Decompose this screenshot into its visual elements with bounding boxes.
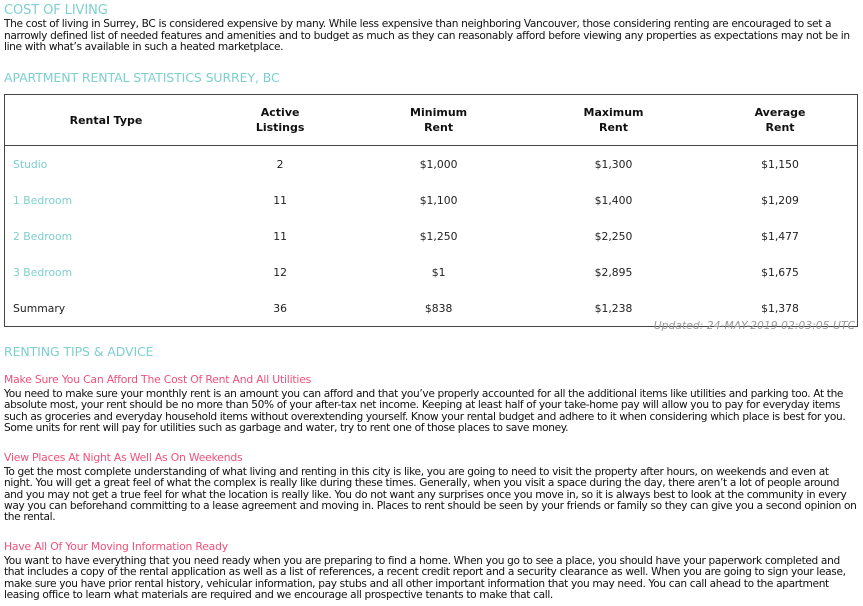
- table-header-row: [5, 95, 858, 146]
- active-listings-cell: 11: [273, 193, 287, 207]
- maximum-rent-cell: $2,250: [594, 229, 633, 243]
- renting-tips-heading: RENTING TIPS & ADVICE: [4, 344, 154, 359]
- tip-title: View Places At Night As Well As On Weekends: [4, 451, 243, 464]
- tip-text: To get the most complete understanding of what living and renting in this city is like, you are going to need to visit the property after hours, on weekends and even at night. You will get a great feel of what the complex is really like during these times. Generally, when you visit a space during the day, there aren’t a lot of people around and you may not get a true feel for what the location is really like. You do not want any surprises once you move in, so it is always best to look at the community in every way you can beforehand committing to a lease agreement and moving in. Places to rent should be seen by your friends or family so they can give you a second opinion on the rental.: [4, 466, 857, 524]
- rental-type-summary: Summary: [13, 301, 66, 315]
- active-listings-cell: 11: [273, 229, 287, 243]
- rental-type-link[interactable]: 1 Bedroom: [13, 193, 73, 207]
- col-header-maximum-rent[interactable]: Maximum Rent: [524, 95, 703, 146]
- col-header-average-rent[interactable]: Average Rent: [703, 95, 857, 146]
- tip-text: You want to have everything that you need ready when you are preparing to find a home. When you go to see a place, you should have your paperwork completed and that includes a copy of the rental application as well as a list of references, a recent credit report and a security clearance as well. When you are going to sign your lease, make sure you have prior rental history, vehicular information, pay stubs and all other important information that you may need. You can call ahead to the apartment leasing office to learn what materials are required and we encourage all prospective tenants to make that call.: [4, 555, 846, 601]
- rental-stats-table: [4, 94, 858, 327]
- updated-timestamp: Updated: 24-MAY-2019 02:03:05 UTC: [653, 319, 855, 332]
- active-listings-cell: 12: [273, 265, 287, 279]
- col-header-rental-type[interactable]: Rental Type: [5, 95, 208, 146]
- rental-type-link[interactable]: 3 Bedroom: [13, 265, 73, 279]
- maximum-rent-cell: $1,400: [594, 193, 633, 207]
- minimum-rent-cell: $1,000: [419, 157, 458, 171]
- table-row: [5, 146, 858, 183]
- table-row: [5, 218, 858, 254]
- tip-title: Make Sure You Can Afford The Cost Of Rent And All Utilities: [4, 373, 312, 386]
- minimum-rent-cell: $1: [431, 265, 446, 279]
- table-row: [5, 182, 858, 218]
- active-listings-cell: 2: [276, 157, 284, 171]
- average-rent-cell: $1,477: [761, 229, 799, 243]
- cost-of-living-heading: COST OF LIVING: [4, 3, 108, 18]
- rental-type-link[interactable]: 2 Bedroom: [13, 229, 73, 243]
- average-rent-cell: $1,209: [761, 193, 799, 207]
- maximum-rent-cell: $1,300: [594, 157, 633, 171]
- average-rent-cell: $1,150: [761, 157, 799, 171]
- rental-stats-heading: APARTMENT RENTAL STATISTICS SURREY, BC: [4, 70, 280, 85]
- tip-text: You need to make sure your monthly rent is an amount you can afford and that you’ve properly accounted for all the additional items like utilities and parking too. At the absolute most, your rent should be no more than 50% of your after-tax net income. Keeping at least half of your take-home pay will allow you to pay for everyday items such as groceries and everyday household items without overextending yourself. Know your rental budget and adhere to it when considering which place is best for you. Some units for rent will pay for utilities such as garbage and water, try to rent one of those places to save money.: [4, 388, 846, 434]
- average-rent-cell: $1,675: [761, 265, 799, 279]
- average-rent-cell: $1,378: [761, 301, 799, 315]
- minimum-rent-cell: $1,250: [419, 229, 458, 243]
- active-listings-cell: 36: [273, 301, 287, 315]
- cost-of-living-text: The cost of living in Surrey, BC is considered expensive by many. While less expensive than neighboring Vancouver, those considering renting are encouraged to set a narrowly defined list of needed features and amenities and to budget as much as they can reasonably afford before viewing any properties as expectations may not be in line with what’s available in such a heated marketplace.: [4, 18, 850, 53]
- minimum-rent-cell: $838: [424, 301, 453, 315]
- tip-title: Have All Of Your Moving Information Ready: [4, 540, 228, 553]
- maximum-rent-cell: $2,895: [594, 265, 633, 279]
- table-row: [5, 254, 858, 290]
- minimum-rent-cell: $1,100: [419, 193, 458, 207]
- col-header-active-listings[interactable]: Active Listings: [207, 95, 353, 146]
- col-header-minimum-rent[interactable]: Minimum Rent: [353, 95, 524, 146]
- maximum-rent-cell: $1,238: [594, 301, 633, 315]
- rental-type-link[interactable]: Studio: [13, 157, 48, 171]
